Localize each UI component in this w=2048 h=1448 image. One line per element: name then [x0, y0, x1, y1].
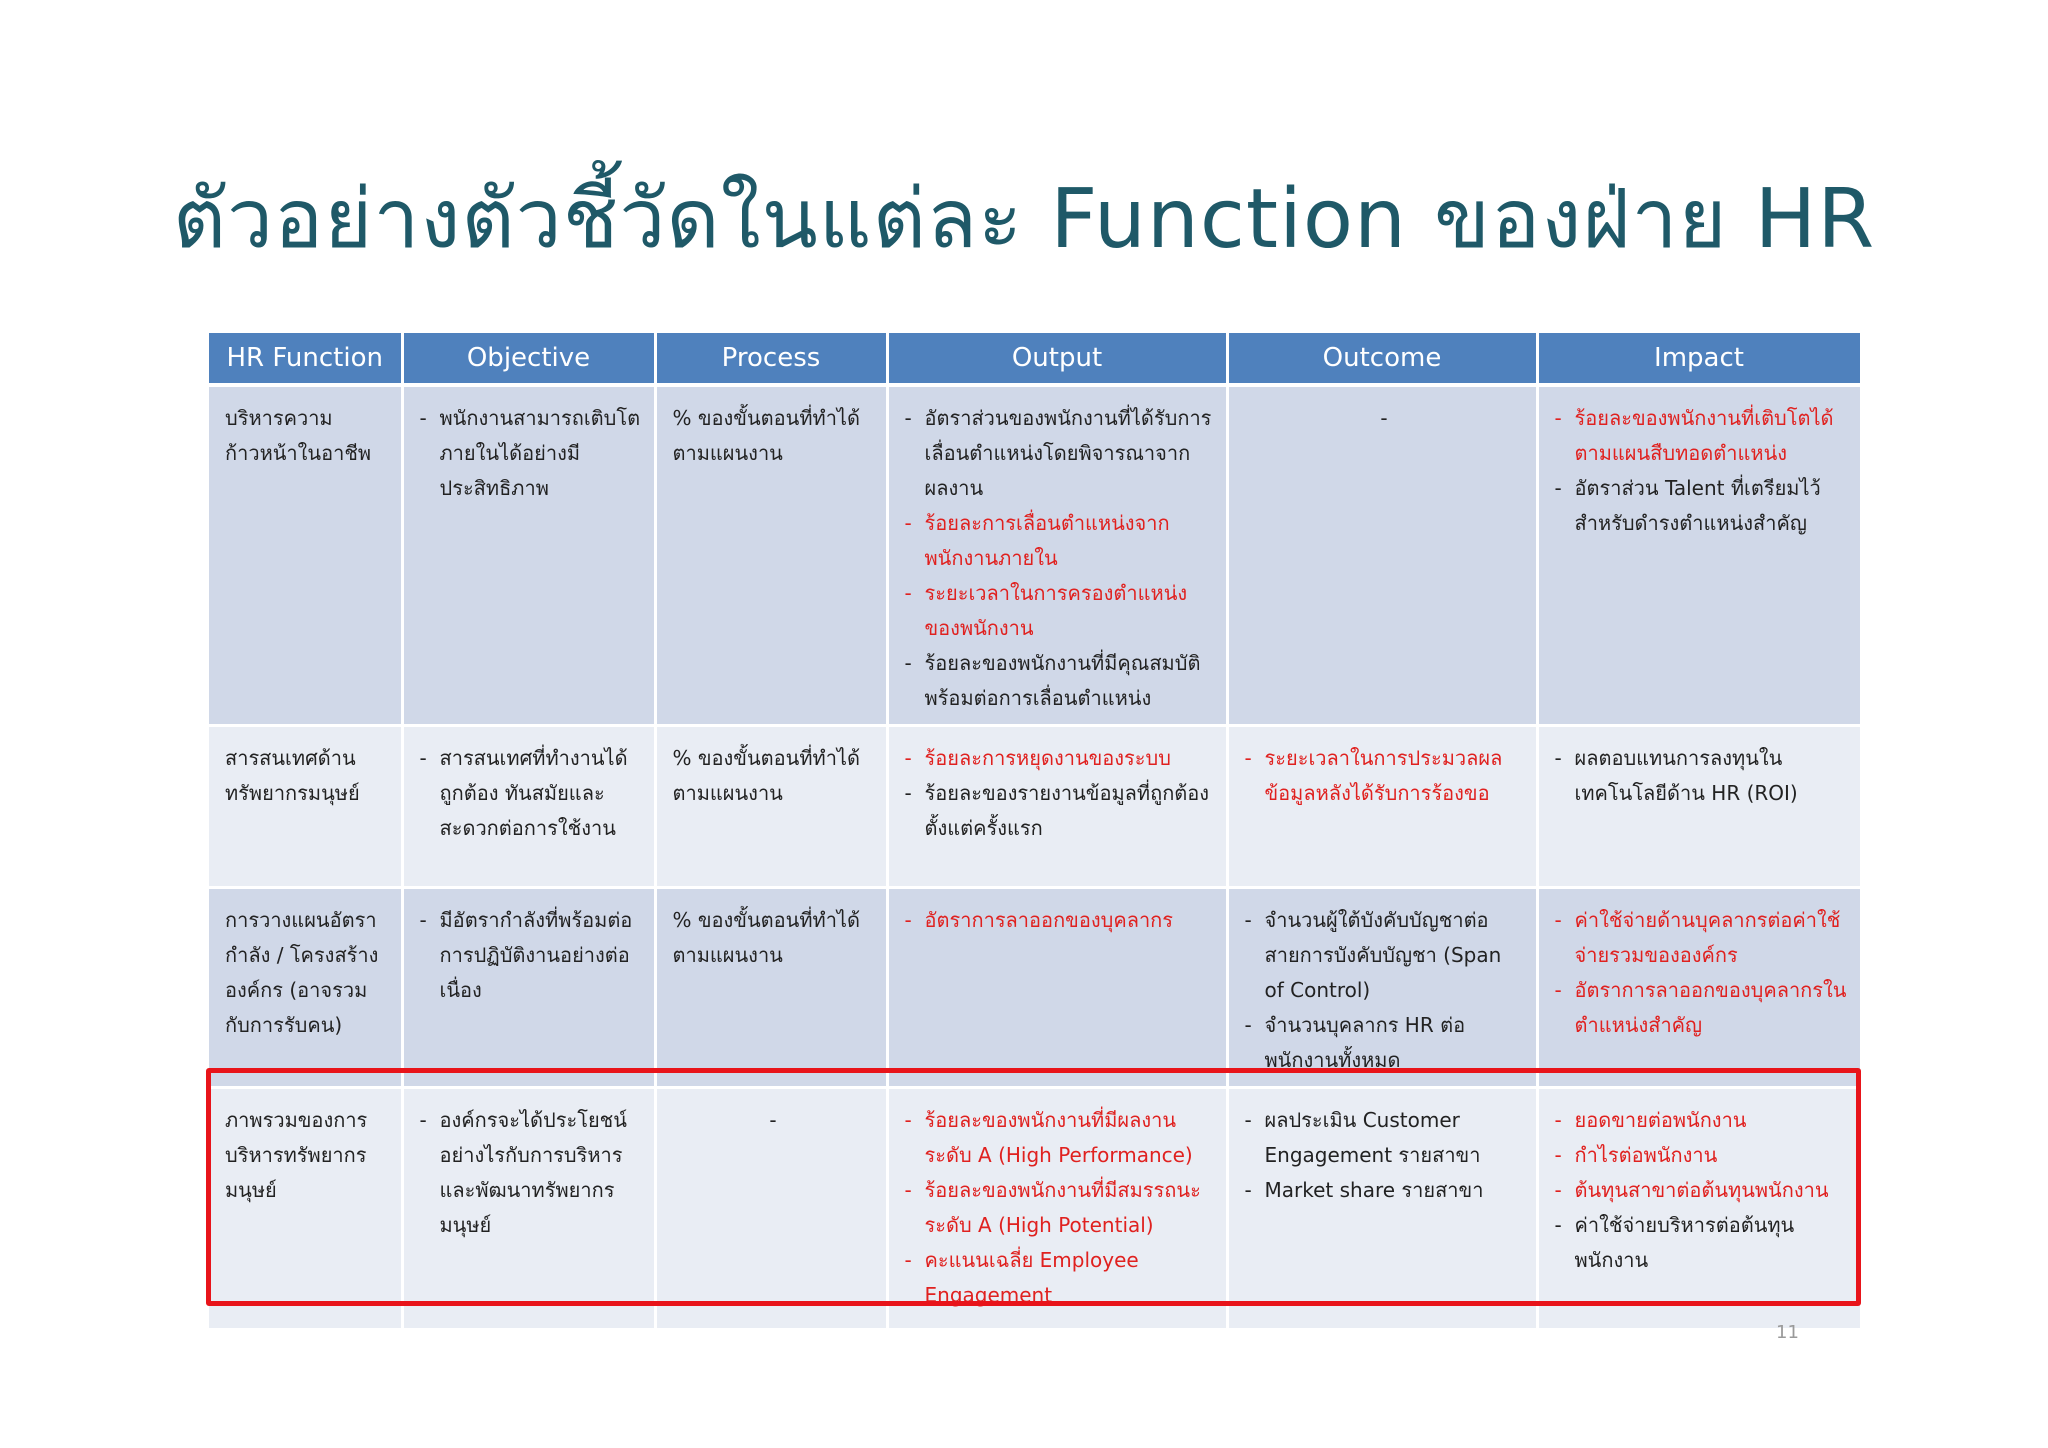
process-text: -	[769, 1108, 777, 1132]
cell-objective	[402, 1088, 655, 1330]
header-hr-function: HR Function	[209, 333, 402, 385]
function-name: สารสนเทศด้านทรัพยากรมนุษย์	[225, 746, 360, 805]
cell-function	[209, 385, 402, 726]
cell-impact	[1537, 888, 1861, 1088]
cell-function	[209, 726, 402, 888]
cell-process	[655, 888, 887, 1088]
impact-item: - ค่าใช้จ่ายด้านบุคลากรต่อค่าใช้จ่ายรวมขององค์กร	[1555, 903, 1848, 973]
cell-objective	[402, 385, 655, 726]
outcome-item: - จำนวนบุคลากร HR ต่อพนักงานทั้งหมด	[1245, 1008, 1524, 1078]
cell-process	[655, 1088, 887, 1330]
outcome-item: - Market share รายสาขา	[1245, 1173, 1524, 1208]
page-title: ตัวอย่างตัวชี้วัดในแต่ละ Function ของฝ่าย HR	[172, 172, 1876, 267]
function-name: ภาพรวมของการบริหารทรัพยากรมนุษย์	[225, 1108, 368, 1202]
cell-outcome	[1227, 726, 1537, 888]
table-row	[209, 726, 1861, 888]
outcome-empty-dash: -	[1380, 406, 1388, 430]
impact-item: - ยอดขายต่อพนักงาน	[1555, 1103, 1848, 1138]
outcome-item: - จำนวนผู้ใต้บังคับบัญชาต่อสายการบังคับบัญชา (Span of Control)	[1245, 903, 1524, 1008]
outcome-item: - ระยะเวลาในการประมวลผลข้อมูลหลังได้รับการร้องขอ	[1245, 741, 1524, 811]
objective-item: - มีอัตรากำลังที่พร้อมต่อการปฏิบัติงานอย่างต่อเนื่อง	[420, 903, 642, 1008]
kpi-table-container	[209, 333, 1861, 1331]
cell-impact	[1537, 726, 1861, 888]
table-row	[209, 385, 1861, 726]
cell-objective	[402, 888, 655, 1088]
output-item: - ร้อยละของพนักงานที่มีคุณสมบัติพร้อมต่อการเลื่อนตำแหน่ง	[905, 646, 1214, 716]
impact-item: - ค่าใช้จ่ายบริหารต่อต้นทุนพนักงาน	[1555, 1208, 1848, 1278]
function-name: บริหารความก้าวหน้าในอาชีพ	[225, 406, 372, 465]
objective-item: - องค์กรจะได้ประโยชน์อย่างไรกับการบริหารและพัฒนาทรัพยากรมนุษย์	[420, 1103, 642, 1243]
output-item: - อัตราส่วนของพนักงานที่ได้รับการเลื่อนตำแหน่งโดยพิจารณาจากผลงาน	[905, 401, 1214, 506]
output-item: - ร้อยละการเลื่อนตำแหน่งจากพนักงานภายใน	[905, 506, 1214, 576]
header-outcome: Outcome	[1227, 333, 1537, 385]
impact-item: - กำไรต่อพนักงาน	[1555, 1138, 1848, 1173]
page-number: 11	[1776, 1322, 1799, 1343]
cell-process	[655, 726, 887, 888]
impact-item: - อัตราการลาออกของบุคลากรในตำแหน่งสำคัญ	[1555, 973, 1848, 1043]
header-impact: Impact	[1537, 333, 1861, 385]
output-item: - อัตราการลาออกของบุคลากร	[905, 903, 1214, 938]
cell-objective	[402, 726, 655, 888]
impact-item: - ร้อยละของพนักงานที่เติบโตได้ตามแผนสืบทอดตำแหน่ง	[1555, 401, 1848, 471]
impact-item: - อัตราส่วน Talent ที่เตรียมไว้สำหรับดำรงตำแหน่งสำคัญ	[1555, 471, 1848, 541]
output-item: - ร้อยละของรายงานข้อมูลที่ถูกต้องตั้งแต่ครั้งแรก	[905, 776, 1214, 846]
cell-output	[887, 1088, 1227, 1330]
cell-function	[209, 1088, 402, 1330]
cell-output	[887, 888, 1227, 1088]
output-item: - ระยะเวลาในการครองตำแหน่งของพนักงาน	[905, 576, 1214, 646]
cell-function	[209, 888, 402, 1088]
cell-output	[887, 726, 1227, 888]
table-row	[209, 888, 1861, 1088]
kpi-table	[209, 333, 1863, 1331]
cell-outcome	[1227, 888, 1537, 1088]
objective-item: - พนักงานสามารถเติบโตภายในได้อย่างมีประสิทธิภาพ	[420, 401, 642, 506]
output-item: - คะแนนเฉลี่ย Employee Engagement	[905, 1243, 1214, 1313]
outcome-item: - ผลประเมิน Customer Engagement รายสาขา	[1245, 1103, 1524, 1173]
output-item: - ร้อยละการหยุดงานของระบบ	[905, 741, 1214, 776]
header-process: Process	[655, 333, 887, 385]
output-item: - ร้อยละของพนักงานที่มีสมรรถนะระดับ A (High Potential)	[905, 1173, 1214, 1243]
header-objective: Objective	[402, 333, 655, 385]
cell-outcome	[1227, 1088, 1537, 1330]
cell-impact	[1537, 385, 1861, 726]
header-output: Output	[887, 333, 1227, 385]
impact-item: - ผลตอบแทนการลงทุนในเทคโนโลยีด้าน HR (ROI)	[1555, 741, 1848, 811]
objective-item: - สารสนเทศที่ทำงานได้ถูกต้อง ทันสมัยและสะดวกต่อการใช้งาน	[420, 741, 642, 846]
process-text: % ของขั้นตอนที่ทำได้ตามแผนงาน	[672, 908, 860, 967]
function-name: การวางแผนอัตรากำลัง / โครงสร้างองค์กร (อาจรวมกับการรับคน)	[225, 908, 379, 1037]
cell-impact	[1537, 1088, 1861, 1330]
cell-process	[655, 385, 887, 726]
process-text: % ของขั้นตอนที่ทำได้ตามแผนงาน	[672, 746, 860, 805]
cell-outcome	[1227, 385, 1537, 726]
table-header-row	[209, 333, 1861, 385]
process-text: % ของขั้นตอนที่ทำได้ตามแผนงาน	[672, 406, 860, 465]
output-item: - ร้อยละของพนักงานที่มีผลงานระดับ A (High Performance)	[905, 1103, 1214, 1173]
cell-output	[887, 385, 1227, 726]
table-row-highlighted	[209, 1088, 1861, 1330]
impact-item: - ต้นทุนสาขาต่อต้นทุนพนักงาน	[1555, 1173, 1848, 1208]
